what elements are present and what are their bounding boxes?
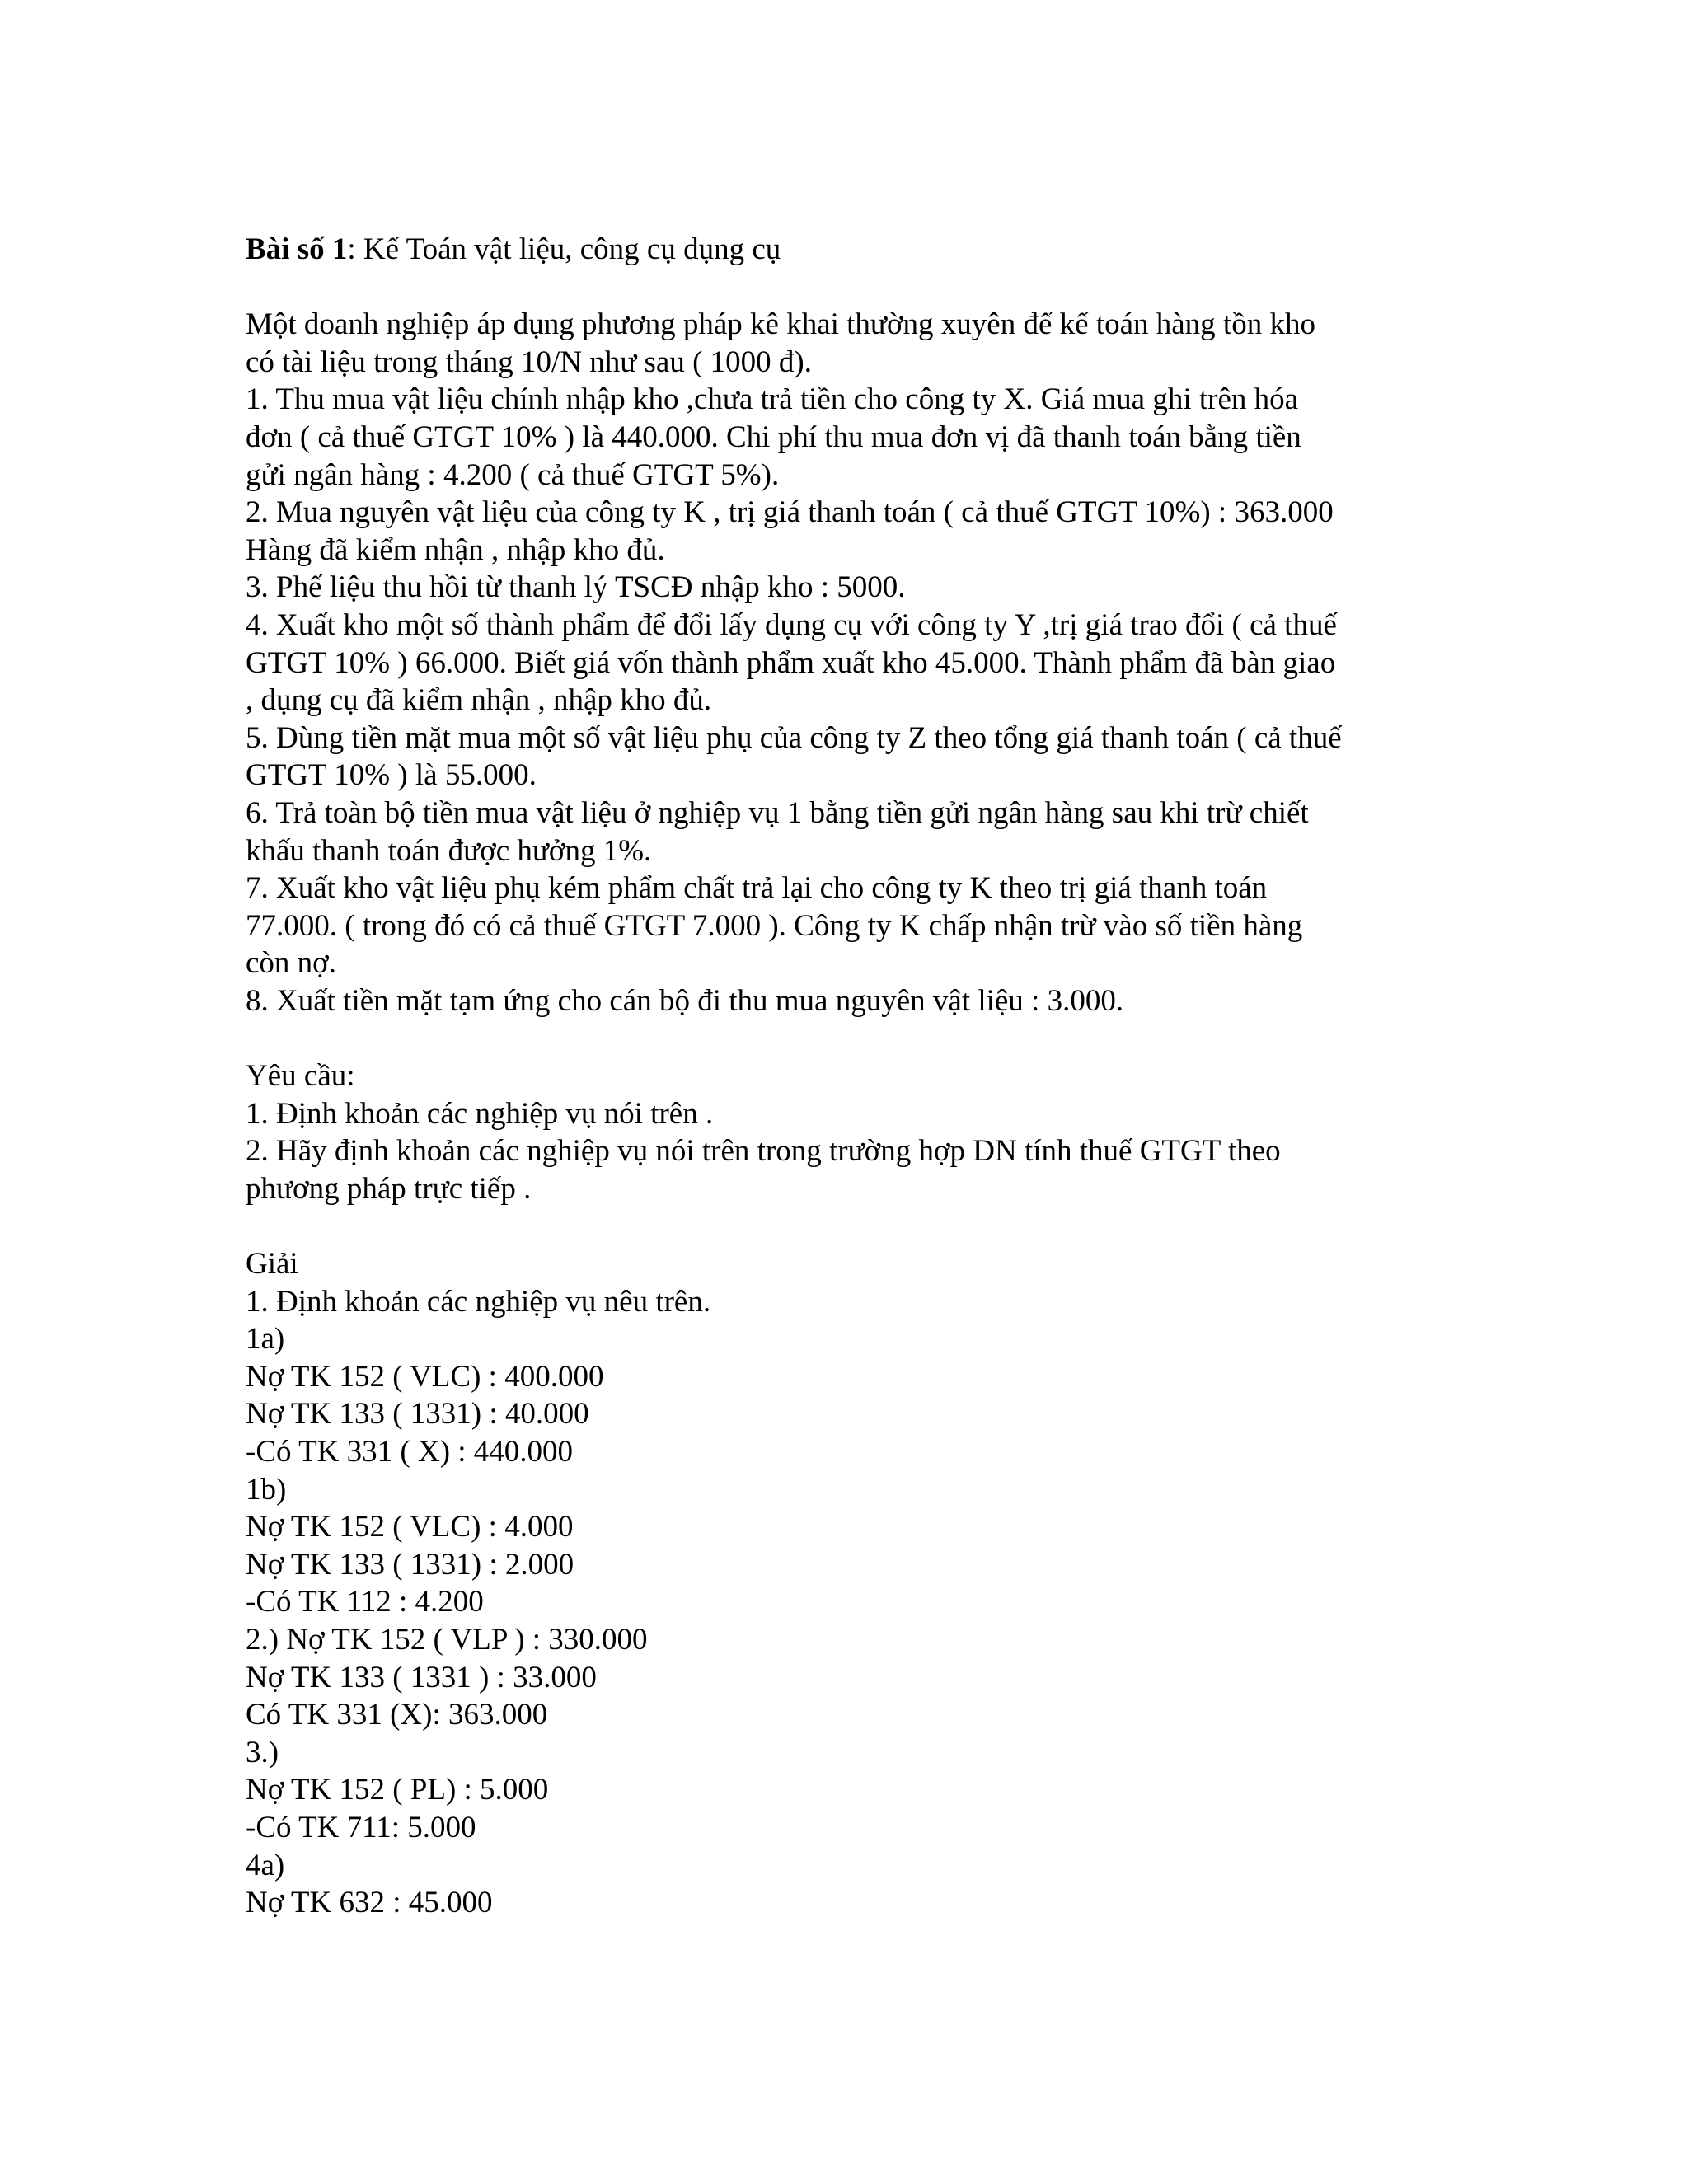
problem-line: 6. Trả toàn bộ tiền mua vật liệu ở nghiệp vụ 1 bằng tiền gửi ngân hàng sau khi trừ chiết — [246, 795, 1309, 830]
solution-line: -Có TK 711: 5.000 — [246, 1810, 476, 1844]
intro-line: có tài liệu trong tháng 10/N như sau ( 1000 đ). — [246, 344, 812, 379]
solution-line: Nợ TK 632 : 45.000 — [246, 1886, 493, 1920]
solution-line: Nợ TK 133 ( 1331) : 40.000 — [246, 1397, 589, 1432]
solution-line: 1. Định khoản các nghiệp vụ nêu trên. — [246, 1284, 711, 1319]
problem-line: 3. Phế liệu thu hồi từ thanh lý TSCĐ nhập kho : 5000. — [246, 570, 906, 605]
requirement-line: 2. Hãy định khoản các nghiệp vụ nói trên trong trường hợp DN tính thuế GTGT theo — [246, 1134, 1281, 1169]
solution-line: 1a) — [246, 1322, 285, 1357]
solution-line: Nợ TK 133 ( 1331 ) : 33.000 — [246, 1660, 597, 1694]
solution-line: 2.) Nợ TK 152 ( VLP ) : 330.000 — [246, 1622, 648, 1657]
problem-line: đơn ( cả thuế GTGT 10% ) là 440.000. Chi phí thu mua đơn vị đã thanh toán bằng tiền — [246, 419, 1301, 454]
solution-line: 4a) — [246, 1848, 285, 1882]
problem-line: 8. Xuất tiền mặt tạm ứng cho cán bộ đi thu mua nguyên vật liệu : 3.000. — [246, 983, 1124, 1018]
problem-line: gửi ngân hàng : 4.200 ( cả thuế GTGT 5%). — [246, 457, 780, 492]
solution-line: 3.) — [246, 1735, 279, 1769]
spacer — [246, 1019, 1449, 1057]
spacer — [246, 1207, 1449, 1245]
solution-line: Nợ TK 133 ( 1331) : 2.000 — [246, 1547, 574, 1582]
problem-list — [246, 381, 1449, 1019]
requirement-line: 1. Định khoản các nghiệp vụ nói trên . — [246, 1096, 714, 1131]
requirement-line: phương pháp trực tiếp . — [246, 1171, 532, 1206]
requirements-section — [246, 1057, 1449, 1207]
solution-line: -Có TK 112 : 4.200 — [246, 1585, 484, 1619]
problem-line: 1. Thu mua vật liệu chính nhập kho ,chưa trả tiền cho công ty X. Giá mua ghi trên hóa — [246, 382, 1299, 417]
solution-section — [246, 1245, 1449, 1922]
intro-line: Một doanh nghiệp áp dụng phương pháp kê khai thường xuyên để kế toán hàng tồn kho — [246, 307, 1315, 342]
solution-line: Nợ TK 152 ( PL) : 5.000 — [246, 1773, 549, 1807]
problem-line: 77.000. ( trong đó có cả thuế GTGT 7.000 ). Công ty K chấp nhận trừ vào số tiền hàng — [246, 908, 1303, 943]
spacer — [246, 269, 1449, 307]
solution-line: 1b) — [246, 1472, 287, 1507]
problem-line: 2. Mua nguyên vật liệu của công ty K , trị giá thanh toán ( cả thuế GTGT 10%) : 363.000 — [246, 495, 1334, 530]
problem-line: 4. Xuất kho một số thành phẩm để đổi lấy dụng cụ với công ty Y ,trị giá trao đổi ( cả thuế — [246, 607, 1337, 642]
solution-line: Có TK 331 (X): 363.000 — [246, 1698, 548, 1732]
problem-line: còn nợ. — [246, 946, 336, 981]
intro-paragraph — [246, 306, 1449, 381]
solution-line: Nợ TK 152 ( VLC) : 4.000 — [246, 1510, 574, 1544]
problem-line: GTGT 10% ) 66.000. Biết giá vốn thành phẩm xuất kho 45.000. Thành phẩm đã bàn giao — [246, 645, 1336, 680]
problem-line: , dụng cụ đã kiểm nhận , nhập kho đủ. — [246, 683, 712, 718]
document-title — [246, 231, 1449, 269]
problem-line: khấu thanh toán được hưởng 1%. — [246, 833, 652, 868]
problem-line: 5. Dùng tiền mặt mua một số vật liệu phụ của công ty Z theo tổng giá thanh toán ( cả thuế — [246, 720, 1342, 755]
problem-line: Hàng đã kiểm nhận , nhập kho đủ. — [246, 532, 665, 567]
problem-line: 7. Xuất kho vật liệu phụ kém phẩm chất trả lại cho công ty K theo trị giá thanh toán — [246, 871, 1268, 906]
solution-heading: Giải — [246, 1247, 298, 1282]
problem-line: GTGT 10% ) là 55.000. — [246, 758, 537, 793]
document-body — [246, 231, 1449, 1922]
requirements-heading: Yêu cầu: — [246, 1059, 355, 1094]
title-bold-part: Bài số 1 — [246, 232, 348, 266]
title-rest-part: : Kế Toán vật liệu, công cụ dụng cụ — [347, 232, 781, 266]
solution-line: -Có TK 331 ( X) : 440.000 — [246, 1435, 574, 1469]
solution-line: Nợ TK 152 ( VLC) : 400.000 — [246, 1359, 604, 1394]
